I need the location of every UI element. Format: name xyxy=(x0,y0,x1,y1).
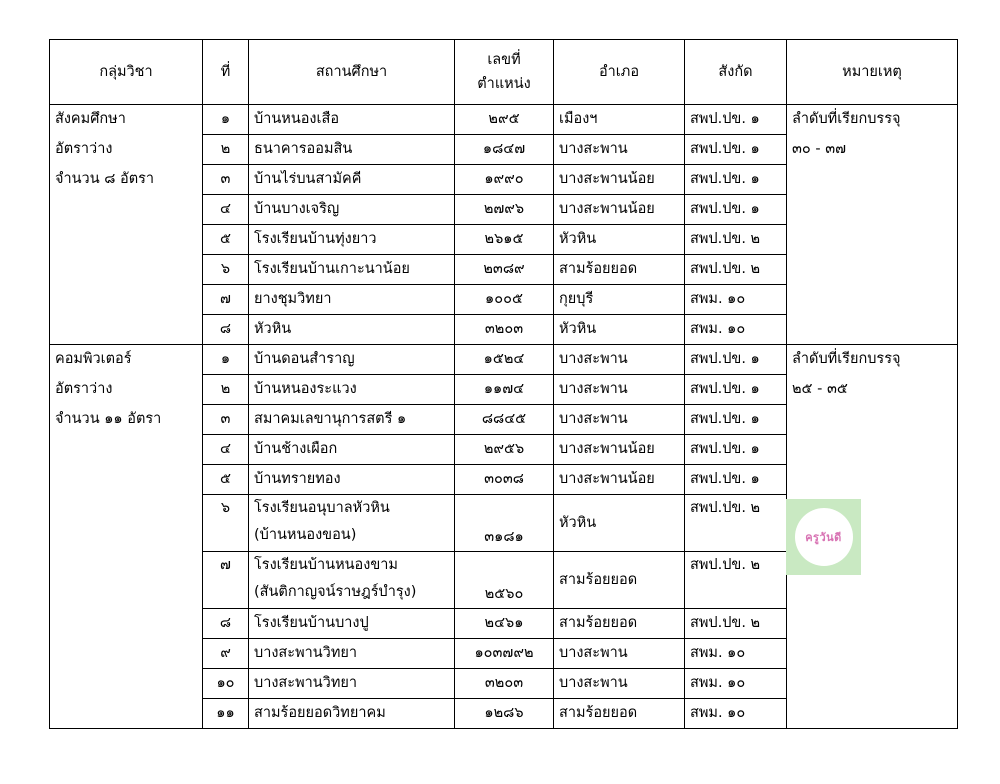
district: บางสะพาน xyxy=(554,405,685,435)
subject-cell xyxy=(50,465,203,495)
table-row xyxy=(50,435,958,465)
remark-cell: ลำดับที่เรียกบรรจุ xyxy=(787,345,958,375)
header-position xyxy=(455,40,554,105)
row-number: ๑ xyxy=(203,105,249,135)
header-position-line2: ตำแหน่ง xyxy=(477,76,531,92)
district: หัวหิน xyxy=(554,225,685,255)
school-name-line: โรงเรียนบ้านหนองขาม xyxy=(254,557,398,573)
school-name: บ้านหนองเสือ xyxy=(249,105,455,135)
row-number: ๘ xyxy=(203,315,249,345)
header-school: สถานศึกษา xyxy=(249,40,455,105)
subject-cell: จำนวน ๘ อัตรา xyxy=(50,165,203,195)
district: สามร้อยยอด xyxy=(554,552,685,609)
subject-cell xyxy=(50,195,203,225)
row-number: ๖ xyxy=(203,495,249,552)
table-row xyxy=(50,315,958,345)
row-number: ๑๑ xyxy=(203,699,249,729)
school-name: ธนาคารออมสิน xyxy=(249,135,455,165)
district: บางสะพานน้อย xyxy=(554,165,685,195)
school-name: บางสะพานวิทยา xyxy=(249,669,455,699)
position-number: ๒๓๘๙ xyxy=(455,255,554,285)
row-number: ๗ xyxy=(203,285,249,315)
agency: สพป.ปข. ๒ xyxy=(685,552,787,609)
agency: สพป.ปข. ๑ xyxy=(685,465,787,495)
subject-cell xyxy=(50,315,203,345)
table-row xyxy=(50,375,958,405)
header-position-line1: เลขที่ xyxy=(487,52,521,68)
agency: สพม. ๑๐ xyxy=(685,699,787,729)
position-number: ๓๐๓๘ xyxy=(455,465,554,495)
row-number: ๙ xyxy=(203,639,249,669)
subject-cell xyxy=(50,225,203,255)
table-row xyxy=(50,609,958,639)
position-number: ๑๐๓๗๙๒ xyxy=(455,639,554,669)
row-number: ๖ xyxy=(203,255,249,285)
school-name: หัวหิน xyxy=(249,315,455,345)
remark-cell: ลำดับที่เรียกบรรจุ xyxy=(787,105,958,135)
subject-cell: อัตราว่าง xyxy=(50,375,203,405)
row-number: ๔ xyxy=(203,435,249,465)
remark-cell xyxy=(787,225,958,255)
position-number: ๓๒๐๓ xyxy=(455,669,554,699)
agency: สพป.ปข. ๑ xyxy=(685,405,787,435)
subject-cell: คอมพิวเตอร์ xyxy=(50,345,203,375)
table-row xyxy=(50,699,958,729)
agency: สพป.ปข. ๒ xyxy=(685,495,787,552)
watermark-text: ครูวันดี xyxy=(805,531,842,544)
district: กุยบุรี xyxy=(554,285,685,315)
agency: สพม. ๑๐ xyxy=(685,669,787,699)
table-row xyxy=(50,405,958,435)
agency: สพป.ปข. ๒ xyxy=(685,255,787,285)
table-row xyxy=(50,105,958,135)
subject-cell: สังคมศึกษา xyxy=(50,105,203,135)
table-row xyxy=(50,669,958,699)
subject-cell xyxy=(50,285,203,315)
district: บางสะพาน xyxy=(554,135,685,165)
school-name-line: (บ้านหนองขอน) xyxy=(254,527,357,543)
position-number: ๑๑๗๔ xyxy=(455,375,554,405)
remark-cell xyxy=(787,315,958,345)
subject-cell xyxy=(50,495,203,552)
school-name: บ้านบางเจริญ xyxy=(249,195,455,225)
position-number: ๓๒๐๓ xyxy=(455,315,554,345)
remark-cell xyxy=(787,405,958,435)
row-number: ๔ xyxy=(203,195,249,225)
district: บางสะพานน้อย xyxy=(554,195,685,225)
remark-cell xyxy=(787,639,958,669)
subject-cell xyxy=(50,639,203,669)
position-number: ๑๙๙๐ xyxy=(455,165,554,195)
header-district: อำเภอ xyxy=(554,40,685,105)
subject-cell xyxy=(50,255,203,285)
district: หัวหิน xyxy=(554,495,685,552)
agency: สพป.ปข. ๑ xyxy=(685,345,787,375)
remark-cell xyxy=(787,465,958,495)
school-name-line: (สันติกาญจน์ราษฎร์บำรุง) xyxy=(254,584,417,600)
table-row xyxy=(50,255,958,285)
position-number: ๑๒๘๖ xyxy=(455,699,554,729)
position-number: ๓๑๘๑ xyxy=(455,495,554,552)
position-number: ๘๘๔๕ xyxy=(455,405,554,435)
agency: สพป.ปข. ๑ xyxy=(685,435,787,465)
school-name-line: โรงเรียนอนุบาลหัวหิน xyxy=(254,500,390,516)
district: สามร้อยยอด xyxy=(554,255,685,285)
school-name: ยางชุมวิทยา xyxy=(249,285,455,315)
row-number: ๗ xyxy=(203,552,249,609)
school-name: บ้านดอนสำราญ xyxy=(249,345,455,375)
agency: สพป.ปข. ๑ xyxy=(685,135,787,165)
position-number: ๒๕๖๐ xyxy=(455,552,554,609)
school-name: บ้านช้างเผือก xyxy=(249,435,455,465)
table-row xyxy=(50,345,958,375)
row-number: ๓ xyxy=(203,405,249,435)
table-row xyxy=(50,225,958,255)
school-name: สมาคมเลขานุการสตรี ๑ xyxy=(249,405,455,435)
row-number: ๒ xyxy=(203,375,249,405)
school-name: โรงเรียนบ้านบางปู xyxy=(249,609,455,639)
remark-cell xyxy=(787,435,958,465)
position-number: ๑๐๐๕ xyxy=(455,285,554,315)
subject-cell xyxy=(50,669,203,699)
row-number: ๓ xyxy=(203,165,249,195)
table-body xyxy=(50,105,958,729)
subject-cell xyxy=(50,699,203,729)
table-row xyxy=(50,195,958,225)
row-number: ๑๐ xyxy=(203,669,249,699)
table-row xyxy=(50,639,958,669)
header-remark: หมายเหตุ xyxy=(787,40,958,105)
agency: สพป.ปข. ๑ xyxy=(685,105,787,135)
position-number: ๒๗๙๖ xyxy=(455,195,554,225)
row-number: ๑ xyxy=(203,345,249,375)
remark-cell xyxy=(787,165,958,195)
district: บางสะพานน้อย xyxy=(554,465,685,495)
agency: สพป.ปข. ๒ xyxy=(685,225,787,255)
school-name: บ้านไร่บนสามัคคี xyxy=(249,165,455,195)
subject-cell: จำนวน ๑๑ อัตรา xyxy=(50,405,203,435)
district: เมืองฯ xyxy=(554,105,685,135)
header-row xyxy=(50,40,958,105)
school-name: โรงเรียนบ้านเกาะนาน้อย xyxy=(249,255,455,285)
vacancy-table xyxy=(49,39,958,729)
district: บางสะพาน xyxy=(554,375,685,405)
agency: สพม. ๑๐ xyxy=(685,315,787,345)
table-row xyxy=(50,165,958,195)
agency: สพป.ปข. ๑ xyxy=(685,195,787,225)
table-row xyxy=(50,285,958,315)
subject-cell xyxy=(50,552,203,609)
district: บางสะพาน xyxy=(554,345,685,375)
position-number: ๒๖๑๕ xyxy=(455,225,554,255)
row-number: ๒ xyxy=(203,135,249,165)
position-number: ๒๙๕๖ xyxy=(455,435,554,465)
position-number: ๒๙๕ xyxy=(455,105,554,135)
remark-cell: ๒๕ - ๓๕ xyxy=(787,375,958,405)
header-no: ที่ xyxy=(203,40,249,105)
agency: สพป.ปข. ๒ xyxy=(685,609,787,639)
district: บางสะพานน้อย xyxy=(554,435,685,465)
position-number: ๑๕๒๔ xyxy=(455,345,554,375)
school-name: บ้านหนองระแวง xyxy=(249,375,455,405)
row-number: ๕ xyxy=(203,225,249,255)
row-number: ๕ xyxy=(203,465,249,495)
district: บางสะพาน xyxy=(554,669,685,699)
header-agency: สังกัด xyxy=(685,40,787,105)
remark-cell xyxy=(787,195,958,225)
agency: สพป.ปข. ๑ xyxy=(685,375,787,405)
school-name: บ้านทรายทอง xyxy=(249,465,455,495)
remark-cell xyxy=(787,285,958,315)
school-name xyxy=(249,552,455,609)
watermark-disc xyxy=(795,508,853,566)
table-row xyxy=(50,135,958,165)
agency: สพม. ๑๐ xyxy=(685,639,787,669)
table-row xyxy=(50,465,958,495)
school-name: บางสะพานวิทยา xyxy=(249,639,455,669)
remark-cell xyxy=(787,669,958,699)
subject-cell xyxy=(50,609,203,639)
agency: สพม. ๑๐ xyxy=(685,285,787,315)
district: บางสะพาน xyxy=(554,639,685,669)
position-number: ๒๔๖๑ xyxy=(455,609,554,639)
school-name: สามร้อยยอดวิทยาคม xyxy=(249,699,455,729)
school-name xyxy=(249,495,455,552)
remark-cell: ๓๐ - ๓๗ xyxy=(787,135,958,165)
subject-cell xyxy=(50,435,203,465)
header-subject: กลุ่มวิชา xyxy=(50,40,203,105)
school-name: โรงเรียนบ้านทุ่งยาว xyxy=(249,225,455,255)
agency: สพป.ปข. ๑ xyxy=(685,165,787,195)
remark-cell xyxy=(787,699,958,729)
position-number: ๑๘๔๗ xyxy=(455,135,554,165)
remark-cell xyxy=(787,255,958,285)
watermark-logo xyxy=(786,499,861,575)
district: สามร้อยยอด xyxy=(554,699,685,729)
remark-cell xyxy=(787,609,958,639)
district: สามร้อยยอด xyxy=(554,609,685,639)
district: หัวหิน xyxy=(554,315,685,345)
row-number: ๘ xyxy=(203,609,249,639)
subject-cell: อัตราว่าง xyxy=(50,135,203,165)
